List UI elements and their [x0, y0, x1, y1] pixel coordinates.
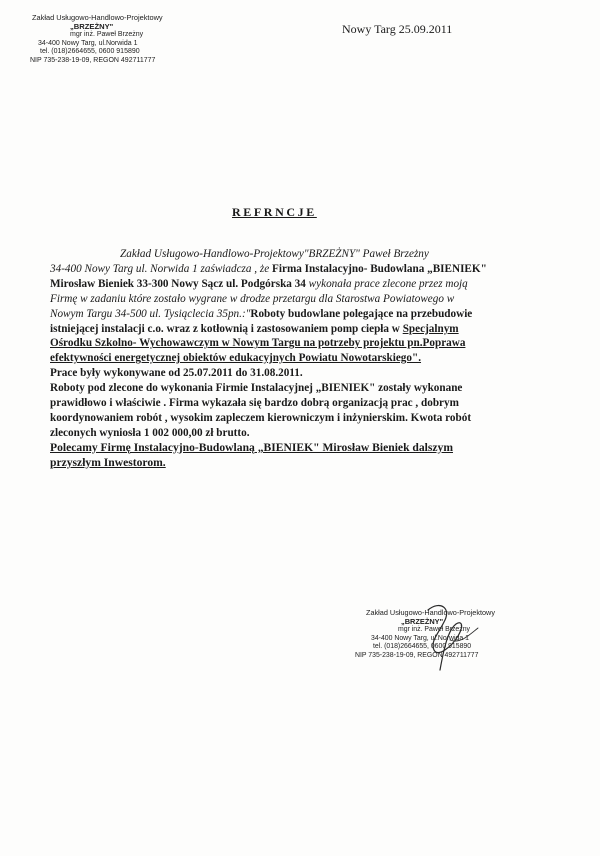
stamp-owner: mgr inż. Paweł Brzeżny — [70, 31, 144, 39]
handwritten-signature — [400, 600, 500, 680]
signature-stamp-address: 34-400 Nowy Targ, ul.Norwida 1 — [371, 634, 469, 642]
assessment-line-3: koordynowaniem robót , wysokim zapleczem kierowniczym i inżynierskim. Kwota robót — [50, 411, 472, 424]
letter-body — [50, 247, 530, 471]
document-title: REFRNCJE — [232, 205, 317, 219]
stamp-brand: „BRZEŻNY" — [70, 21, 114, 31]
signature-stamp-owner: mgr inż. Paweł Brzeżny — [398, 626, 470, 634]
stamp-phone: tel. (018)2664655, 0600 915890 — [40, 48, 140, 56]
stamp-address: 34-400 Nowy Targ, ul.Norwida 1 — [38, 39, 138, 47]
signature-stamp-company-name: Zakład Usługowo-Handlowo-Projektowy — [366, 608, 495, 617]
work-period: Prace były wykonywane od 25.07.2011 do 31.08.2011. — [50, 367, 303, 380]
assessment-line-2: prawidłowo i właściwie . Firma wykazała się bardzo dobrą organizacją prac , dobrym — [50, 397, 459, 410]
signature-stamp-tax-ids: NIP 735-238-19-09, REGON 492711777 — [355, 651, 479, 659]
assessment-line-4: zleconych wyniosła 1 002 000,00 zł brutto. — [50, 426, 250, 439]
letter-date: Nowy Targ 25.09.2011 — [342, 22, 453, 36]
signature-stamp-brand: „BRZEŻNY" — [401, 616, 444, 626]
signature-stamp-phone: tel. (018)2664655, 0600 915890 — [373, 643, 472, 651]
recommendation-line-2: przyszłym Inwestorom. — [50, 455, 166, 469]
intro-line-1: Zakład Usługowo-Handlowo-Projektowy"BRZEŻNY" Paweł Brzeżny — [120, 248, 429, 260]
intro-line-2: 34-400 Nowy Targ ul. Norwida 1 zaświadcza , że Firma Instalacyjno- Budowlana „BIENIEK" — [50, 262, 487, 275]
intro-line-6: istniejącej instalacji c.o. wraz z kotłownią i zastosowaniem pomp ciepła w Specjalnym — [50, 322, 459, 335]
intro-line-3: Mirosław Bieniek 33-300 Nowy Sącz ul. Podgórska 34 wykonała prace zlecone przez moją — [50, 277, 468, 290]
intro-line-4: Firmę w zadaniu które zostało wygrane w drodze przetargu dla Starostwa Powiatowego w — [50, 292, 455, 305]
intro-line-5: Nowym Targu 34-500 ul. Tysiąclecia 35pn.:"Roboty budowlane polegające na przebudowie — [50, 307, 473, 320]
stamp-tax-ids: NIP 735-238-19-09, REGON 492711777 — [30, 56, 156, 64]
company-header-stamp — [30, 14, 180, 66]
recommendation-line-1: Polecamy Firmę Instalacyjno-Budowlaną „BIENIEK" Mirosław Bieniek dalszym — [50, 440, 453, 454]
stamp-company-name: Zakład Usługowo-Handlowo-Projektowy — [32, 13, 163, 22]
assessment-line-1: Roboty pod zlecone do wykonania Firmie Instalacyjnej „BIENIEK" zostały wykonane — [50, 382, 463, 395]
intro-line-8: efektywności energetycznej obiektów edukacyjnych Powiatu Nowotarskiego". — [50, 352, 422, 365]
intro-line-7: Ośrodku Szkolno- Wychowawczym w Nowym Targu na potrzeby projektu pn.Poprawa — [50, 337, 466, 350]
